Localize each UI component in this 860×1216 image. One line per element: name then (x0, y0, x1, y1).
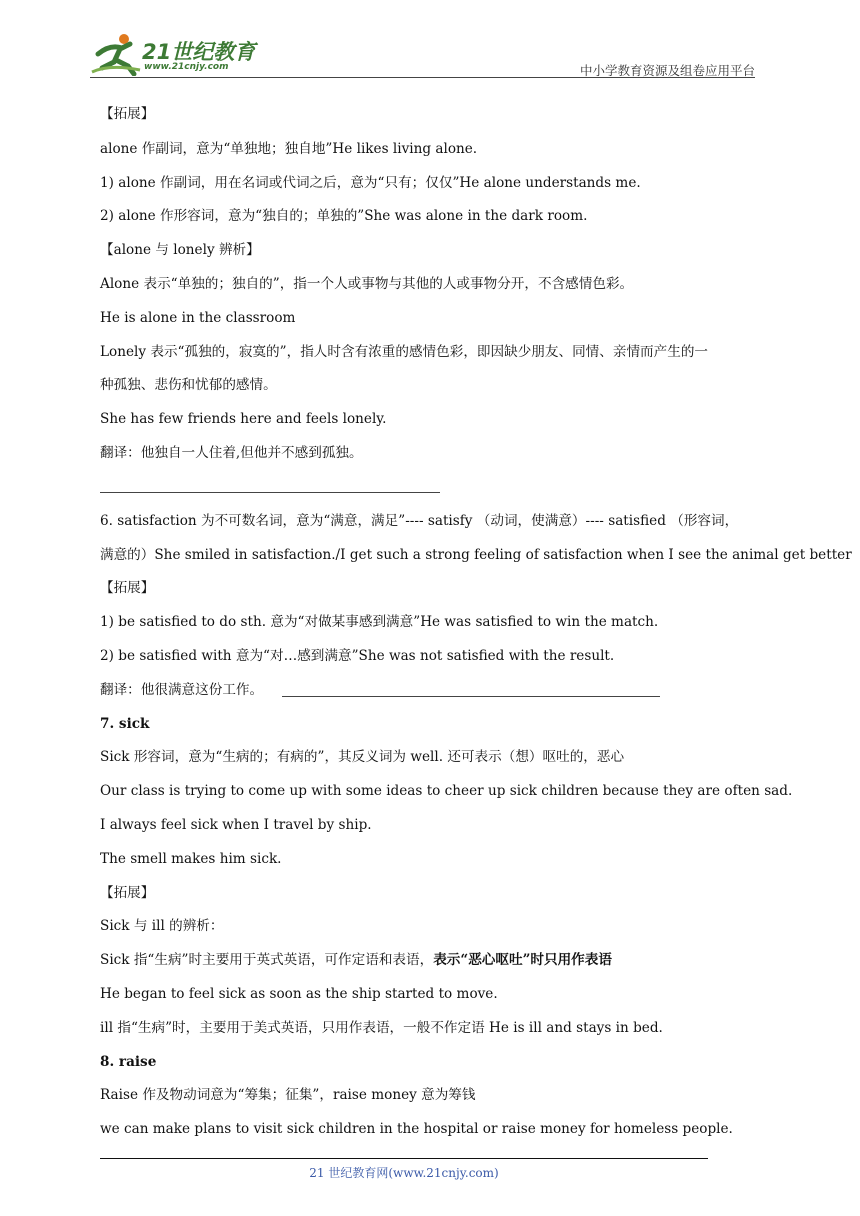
translation-prompt: 翻译：他独自一人住着,但他并不感到孤独。 (100, 445, 363, 461)
translation-prompt: 翻译：他很满意这份工作。 (100, 682, 264, 698)
section-tag: 【拓展】 (100, 106, 155, 122)
platform-name: 中小学教育资源及组卷应用平台 (579, 63, 755, 78)
text-line: alone 作副词，意为“单独地；独自地”He likes living alone. (100, 141, 478, 157)
logo-subtitle: www.21cnjy.com (144, 62, 229, 72)
item-heading: 7. sick (100, 716, 150, 732)
text-emphasis: 表示“恶心呕吐”时只用作表语 (433, 952, 612, 968)
text-line: ill 指“生病”时，主要用于美式英语，只用作表语，一般不作定语 He is ill and stays in bed. (100, 1020, 663, 1036)
section-tag: 【拓展】 (100, 580, 155, 596)
section-tag: 【拓展】 (100, 885, 155, 901)
text-line: 种孤独、悲伤和忧郁的感情。 (100, 377, 277, 393)
logo (90, 32, 270, 76)
text-line: Raise 作及物动词意为“筹集；征集”，raise money 意为筹钱 (100, 1087, 476, 1103)
footer-divider (100, 1158, 708, 1159)
text-line: Sick 形容词，意为“生病的；有病的”，其反义词为 well. 还可表示（想）呕吐的，恶心 (100, 749, 625, 765)
runner-logo-icon (90, 32, 142, 76)
text-normal: Sick 指“生病”时主要用于英式英语，可作定语和表语， (100, 952, 434, 968)
header-divider (90, 77, 755, 78)
text-line: 1) be satisfied to do sth. 意为“对做某事感到满意”He was satisfied to win the match. (100, 614, 659, 630)
answer-blank (282, 696, 660, 697)
text-line: 1) alone 作副词，用在名词或代词之后，意为“只有；仅仅”He alone understands me. (100, 175, 641, 191)
text-line: 满意的）She smiled in satisfaction./I get such a strong feeling of satisfaction when I see the animal get better (100, 547, 852, 563)
text-line: 2) alone 作形容词，意为“独自的；单独的”She was alone in the dark room. (100, 208, 588, 224)
footer-text: 21 世纪教育网(www.21cnjy.com) (309, 1166, 499, 1180)
text-line: Lonely 表示“孤独的，寂寞的”，指人时含有浓重的感情色彩，即因缺少朋友、同情、亲情而产生的一 (100, 344, 709, 360)
text-line: 6. satisfaction 为不可数名词，意为“满意，满足”---- satisfy （动词，使满意）---- satisfied （形容词， (100, 513, 739, 529)
text-line: Alone 表示“单独的；独自的”，指一个人或事物与其他的人或事物分开，不含感情色彩。 (100, 276, 634, 292)
section-tag: 【alone 与 lonely 辨析】 (100, 242, 260, 258)
page-header (90, 28, 755, 78)
example-sentence: we can make plans to visit sick children in the hospital or raise money for homeless people. (100, 1121, 733, 1137)
example-sentence: He began to feel sick as soon as the ship started to move. (100, 986, 498, 1002)
example-sentence: She has few friends here and feels lonely. (100, 411, 387, 427)
answer-blank (100, 492, 440, 493)
example-sentence: The smell makes him sick. (100, 851, 282, 867)
text-line: Sick 与 ill 的辨析： (100, 918, 224, 934)
example-sentence: Our class is trying to come up with some ideas to cheer up sick children because they are often sad. (100, 783, 793, 799)
item-heading: 8. raise (100, 1054, 157, 1070)
text-line: 2) be satisfied with 意为“对…感到满意”She was not satisfied with the result. (100, 648, 615, 664)
text-line (100, 950, 612, 970)
example-sentence: He is alone in the classroom (100, 310, 296, 326)
example-sentence: I always feel sick when I travel by ship. (100, 817, 372, 833)
logo-title: 21世纪教育 (142, 40, 256, 64)
